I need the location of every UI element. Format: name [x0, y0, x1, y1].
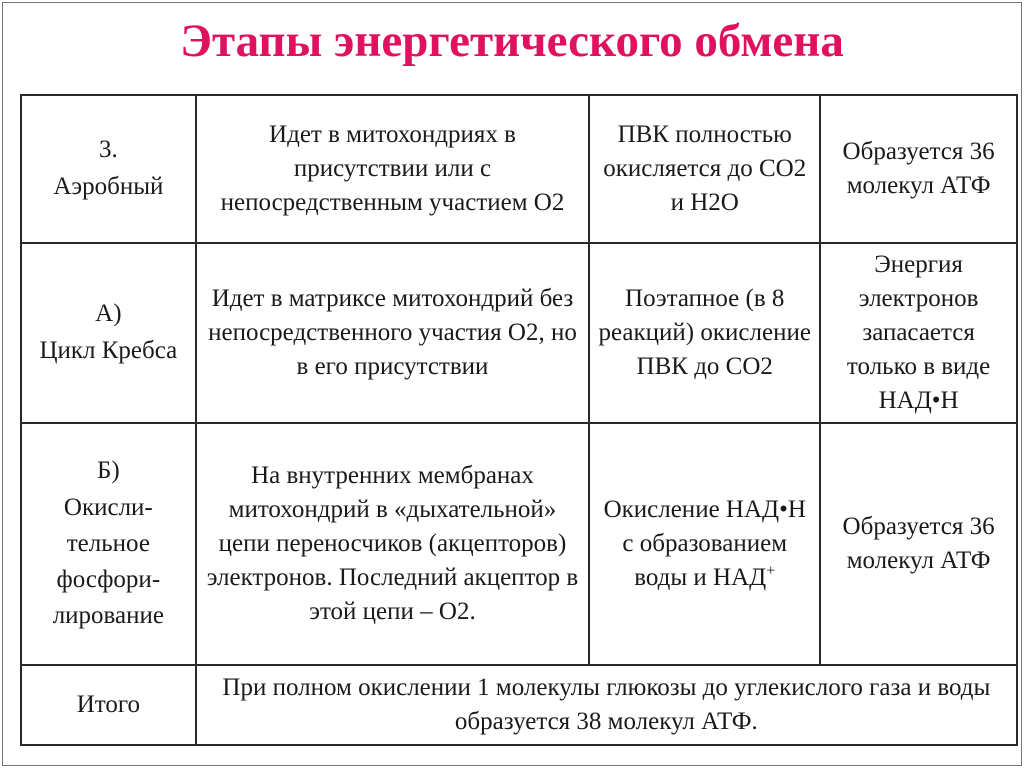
process-cell: ПВК полностью окисляется до СО2 и Н2О — [589, 95, 820, 243]
stage-number: Б) — [97, 457, 120, 484]
table-row-aerobic — [21, 95, 1017, 243]
table-row-oxidative-phosphorylation — [21, 423, 1017, 665]
stage-number: 3. — [98, 136, 118, 163]
stage-cell — [21, 423, 196, 665]
location-cell: На внутренних мембранах митохондрий в «дыхательной» цепи переносчиков (акцепторов) электронов. Последний акцептор в этой цепи – О2. — [196, 423, 590, 665]
process-cell: Поэтапное (в 8 реакций) окисление ПВК до СО2 — [589, 243, 820, 423]
result-cell: Энергия электронов запасается только в виде НАД•Н — [820, 243, 1017, 423]
total-label-cell: Итого — [21, 665, 196, 745]
table-row-krebs-cycle — [21, 243, 1017, 423]
result-cell: Образуется 36 молекул АТФ — [820, 423, 1017, 665]
stage-cell — [21, 95, 196, 243]
stage-name: Окисли-тельное фосфори-лирование — [52, 494, 164, 629]
total-text-cell: При полном окислении 1 молекулы глюкозы до углекислого газа и воды образуется 38 молекул АТФ. — [196, 665, 1017, 745]
location-cell: Идет в митохондриях в присутствии или с непосредственным участием О2 — [196, 95, 590, 243]
table-row-total — [21, 665, 1017, 745]
energy-exchange-table — [20, 94, 1018, 746]
superscript-plus: + — [766, 562, 776, 580]
location-cell: Идет в матриксе митохондрий без непосредственного участия О2, но в его присутствии — [196, 243, 590, 423]
result-cell: Образуется 36 молекул АТФ — [820, 95, 1017, 243]
page-title: Этапы энергетического обмена — [180, 15, 844, 67]
stage-name: Аэробный — [53, 173, 164, 200]
process-text: Окисление НАД•Н с образованием воды и НАД — [603, 496, 806, 591]
process-cell — [589, 423, 820, 665]
stage-cell — [21, 243, 196, 423]
stage-number: А) — [95, 300, 122, 327]
stage-name: Цикл Кребса — [39, 337, 178, 364]
